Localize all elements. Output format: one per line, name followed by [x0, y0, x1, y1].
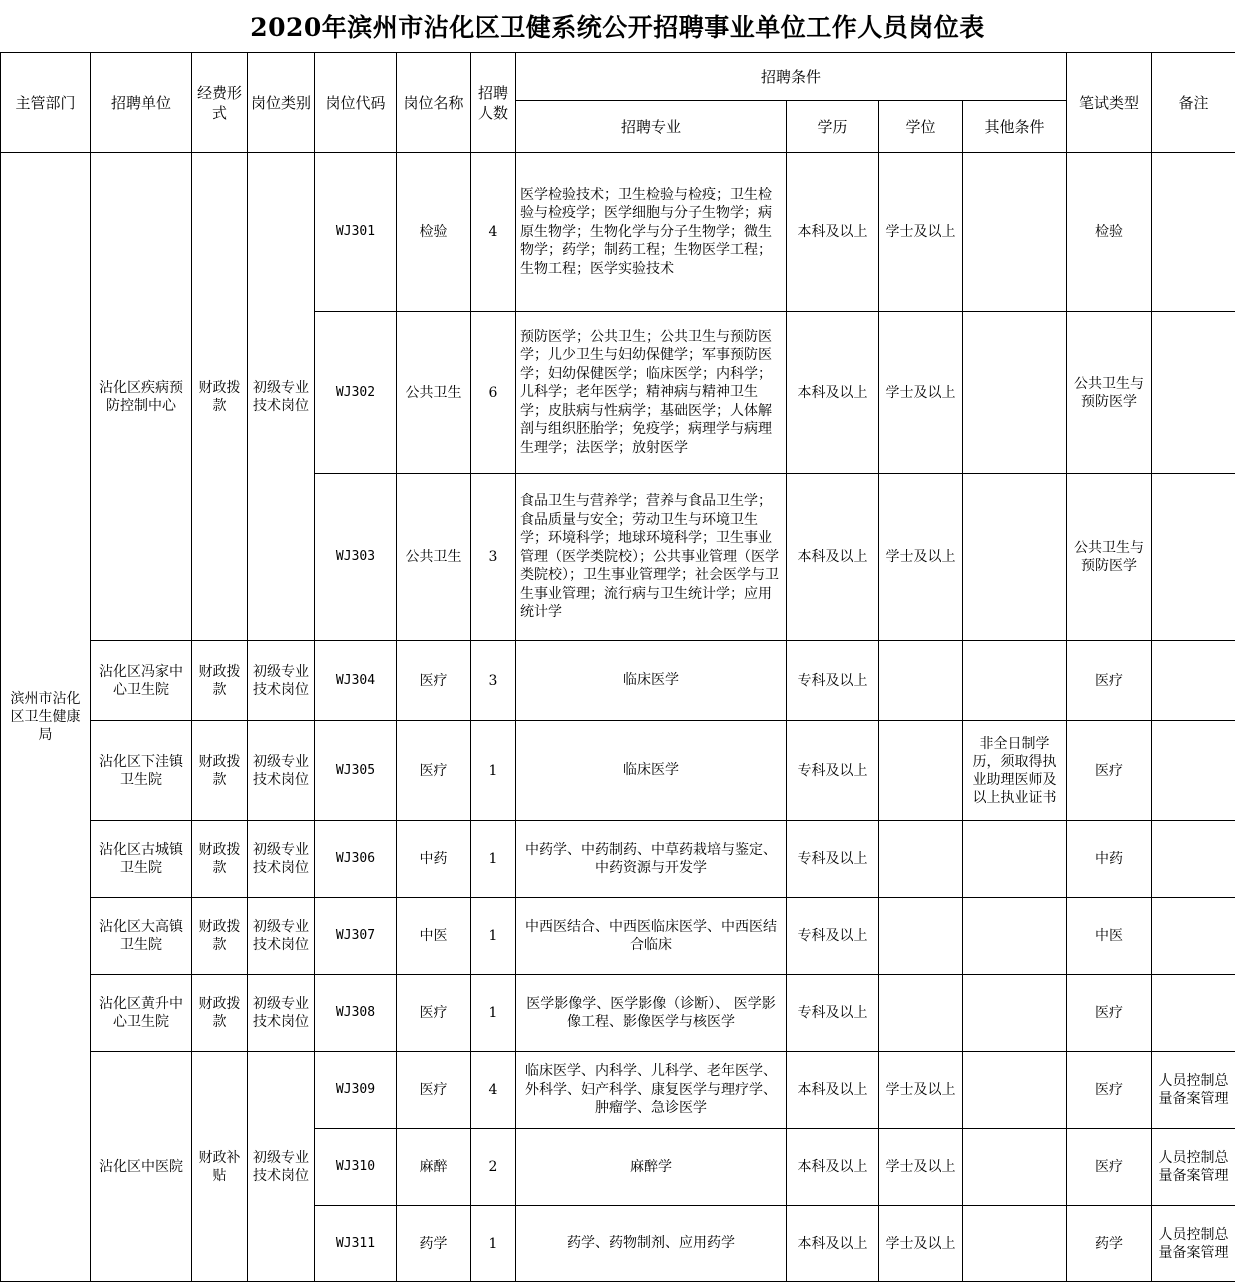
- header-degree: 学位: [879, 101, 963, 153]
- position-name-cell: 医疗: [397, 1052, 471, 1129]
- other-cell: 非全日制学历，须取得执业助理医师及以上执业证书: [963, 721, 1067, 821]
- degree-cell: 学士及以上: [879, 474, 963, 641]
- table-row: [1, 153, 1235, 312]
- code-cell: WJ310: [315, 1129, 397, 1206]
- other-cell: [963, 641, 1067, 721]
- count-cell: 2: [471, 1129, 516, 1206]
- header-remark: 备注: [1152, 53, 1235, 153]
- table-row: [1, 1052, 1235, 1129]
- exam-cell: 公共卫生与预防医学: [1067, 474, 1152, 641]
- education-cell: 专科及以上: [787, 975, 879, 1052]
- funding-cell: 财政拨款: [192, 975, 248, 1052]
- education-cell: 本科及以上: [787, 1129, 879, 1206]
- other-cell: [963, 1129, 1067, 1206]
- exam-cell: 医疗: [1067, 975, 1152, 1052]
- header-name: 岗位名称: [397, 53, 471, 153]
- header-exam: 笔试类型: [1067, 53, 1152, 153]
- major-cell: 临床医学、内科学、儿科学、老年医学、外科学、妇产科学、康复医学与理疗学、肿瘤学、急诊医学: [516, 1052, 787, 1129]
- count-cell: 4: [471, 153, 516, 312]
- count-cell: 4: [471, 1052, 516, 1129]
- count-cell: 1: [471, 975, 516, 1052]
- header-funding: 经费形式: [192, 53, 248, 153]
- remark-cell: [1152, 898, 1235, 975]
- education-cell: 专科及以上: [787, 898, 879, 975]
- position-name-cell: 中医: [397, 898, 471, 975]
- funding-cell: 财政拨款: [192, 898, 248, 975]
- category-cell: 初级专业技术岗位: [248, 153, 315, 641]
- table-row: [1, 641, 1235, 721]
- exam-cell: 医疗: [1067, 1129, 1152, 1206]
- position-name-cell: 中药: [397, 821, 471, 898]
- other-cell: [963, 474, 1067, 641]
- other-cell: [963, 312, 1067, 474]
- category-cell: 初级专业技术岗位: [248, 1052, 315, 1282]
- table-row: [1, 975, 1235, 1052]
- funding-cell: 财政拨款: [192, 641, 248, 721]
- header-major: 招聘专业: [516, 101, 787, 153]
- education-cell: 专科及以上: [787, 641, 879, 721]
- education-cell: 专科及以上: [787, 721, 879, 821]
- remark-cell: [1152, 312, 1235, 474]
- position-name-cell: 麻醉: [397, 1129, 471, 1206]
- position-name-cell: 公共卫生: [397, 312, 471, 474]
- major-cell: 食品卫生与营养学；营养与食品卫生学；食品质量与安全；劳动卫生与环境卫生学；环境科学；地球环境科学；卫生事业管理（医学类院校）；公共事业管理（医学类院校）；卫生事业管理学；社会医学与卫生事业管理；流行病与卫生统计学；应用统计学: [516, 474, 787, 641]
- major-cell: 麻醉学: [516, 1129, 787, 1206]
- education-cell: 本科及以上: [787, 1206, 879, 1282]
- funding-cell: 财政拨款: [192, 153, 248, 641]
- unit-cell: 沾化区古城镇卫生院: [91, 821, 192, 898]
- header-dept: 主管部门: [1, 53, 91, 153]
- count-cell: 1: [471, 898, 516, 975]
- remark-cell: [1152, 474, 1235, 641]
- funding-cell: 财政拨款: [192, 721, 248, 821]
- remark-cell: [1152, 821, 1235, 898]
- exam-cell: 中医: [1067, 898, 1152, 975]
- major-cell: 临床医学: [516, 721, 787, 821]
- other-cell: [963, 821, 1067, 898]
- degree-cell: 学士及以上: [879, 1052, 963, 1129]
- code-cell: WJ304: [315, 641, 397, 721]
- code-cell: WJ307: [315, 898, 397, 975]
- degree-cell: 学士及以上: [879, 1206, 963, 1282]
- degree-cell: [879, 898, 963, 975]
- exam-cell: 中药: [1067, 821, 1152, 898]
- unit-cell: 沾化区黄升中心卫生院: [91, 975, 192, 1052]
- degree-cell: 学士及以上: [879, 1129, 963, 1206]
- code-cell: WJ303: [315, 474, 397, 641]
- remark-cell: [1152, 641, 1235, 721]
- degree-cell: [879, 975, 963, 1052]
- category-cell: 初级专业技术岗位: [248, 975, 315, 1052]
- remark-cell: 人员控制总量备案管理: [1152, 1129, 1235, 1206]
- code-cell: WJ306: [315, 821, 397, 898]
- exam-cell: 公共卫生与预防医学: [1067, 312, 1152, 474]
- position-name-cell: 公共卫生: [397, 474, 471, 641]
- position-name-cell: 医疗: [397, 975, 471, 1052]
- education-cell: 专科及以上: [787, 821, 879, 898]
- exam-cell: 检验: [1067, 153, 1152, 312]
- education-cell: 本科及以上: [787, 312, 879, 474]
- dept-cell: 滨州市沾化区卫生健康局: [1, 153, 91, 1282]
- table-row: [1, 821, 1235, 898]
- count-cell: 1: [471, 821, 516, 898]
- remark-cell: [1152, 721, 1235, 821]
- other-cell: [963, 153, 1067, 312]
- header-education: 学历: [787, 101, 879, 153]
- table-row: [1, 721, 1235, 821]
- unit-cell: 沾化区下洼镇卫生院: [91, 721, 192, 821]
- header-category: 岗位类别: [248, 53, 315, 153]
- table-row: [1, 898, 1235, 975]
- count-cell: 3: [471, 641, 516, 721]
- major-cell: 药学、药物制剂、应用药学: [516, 1206, 787, 1282]
- position-name-cell: 医疗: [397, 641, 471, 721]
- position-name-cell: 医疗: [397, 721, 471, 821]
- major-cell: 医学影像学、医学影像（诊断）、 医学影像工程、影像医学与核医学: [516, 975, 787, 1052]
- category-cell: 初级专业技术岗位: [248, 641, 315, 721]
- remark-cell: [1152, 975, 1235, 1052]
- count-cell: 6: [471, 312, 516, 474]
- position-name-cell: 药学: [397, 1206, 471, 1282]
- code-cell: WJ301: [315, 153, 397, 312]
- header-unit: 招聘单位: [91, 53, 192, 153]
- degree-cell: 学士及以上: [879, 312, 963, 474]
- other-cell: [963, 1206, 1067, 1282]
- funding-cell: 财政补贴: [192, 1052, 248, 1282]
- major-cell: 临床医学: [516, 641, 787, 721]
- code-cell: WJ305: [315, 721, 397, 821]
- exam-cell: 药学: [1067, 1206, 1152, 1282]
- code-cell: WJ302: [315, 312, 397, 474]
- degree-cell: 学士及以上: [879, 153, 963, 312]
- header-code: 岗位代码: [315, 53, 397, 153]
- degree-cell: [879, 641, 963, 721]
- code-cell: WJ311: [315, 1206, 397, 1282]
- funding-cell: 财政拨款: [192, 821, 248, 898]
- remark-cell: [1152, 153, 1235, 312]
- education-cell: 本科及以上: [787, 1052, 879, 1129]
- header-count: 招聘人数: [471, 53, 516, 153]
- unit-cell: 沾化区疾病预防控制中心: [91, 153, 192, 641]
- code-cell: WJ309: [315, 1052, 397, 1129]
- major-cell: 中西医结合、中西医临床医学、中西医结合临床: [516, 898, 787, 975]
- job-table: [0, 52, 1235, 1282]
- degree-cell: [879, 721, 963, 821]
- header-conditions: 招聘条件: [516, 53, 1067, 101]
- education-cell: 本科及以上: [787, 153, 879, 312]
- unit-cell: 沾化区中医院: [91, 1052, 192, 1282]
- remark-cell: 人员控制总量备案管理: [1152, 1206, 1235, 1282]
- exam-cell: 医疗: [1067, 641, 1152, 721]
- degree-cell: [879, 821, 963, 898]
- unit-cell: 沾化区大高镇卫生院: [91, 898, 192, 975]
- other-cell: [963, 898, 1067, 975]
- count-cell: 1: [471, 1206, 516, 1282]
- exam-cell: 医疗: [1067, 1052, 1152, 1129]
- category-cell: 初级专业技术岗位: [248, 721, 315, 821]
- page-title: 2020年滨州市沾化区卫健系统公开招聘事业单位工作人员岗位表: [0, 0, 1235, 52]
- count-cell: 3: [471, 474, 516, 641]
- major-cell: 预防医学；公共卫生；公共卫生与预防医学；儿少卫生与妇幼保健学；军事预防医学；妇幼保健医学；临床医学；内科学；儿科学；老年医学；精神病与精神卫生学；皮肤病与性病学；基础医学；人体解剖与组织胚胎学；免疫学；病理学与病理生理学；法医学；放射医学: [516, 312, 787, 474]
- code-cell: WJ308: [315, 975, 397, 1052]
- exam-cell: 医疗: [1067, 721, 1152, 821]
- other-cell: [963, 975, 1067, 1052]
- education-cell: 本科及以上: [787, 474, 879, 641]
- category-cell: 初级专业技术岗位: [248, 898, 315, 975]
- category-cell: 初级专业技术岗位: [248, 821, 315, 898]
- major-cell: 中药学、中药制药、中草药栽培与鉴定、中药资源与开发学: [516, 821, 787, 898]
- position-name-cell: 检验: [397, 153, 471, 312]
- major-cell: 医学检验技术；卫生检验与检疫；卫生检验与检疫学；医学细胞与分子生物学；病原生物学；生物化学与分子生物学；微生物学；药学；制药工程；生物医学工程；生物工程；医学实验技术: [516, 153, 787, 312]
- other-cell: [963, 1052, 1067, 1129]
- unit-cell: 沾化区冯家中心卫生院: [91, 641, 192, 721]
- remark-cell: 人员控制总量备案管理: [1152, 1052, 1235, 1129]
- count-cell: 1: [471, 721, 516, 821]
- header-other: 其他条件: [963, 101, 1067, 153]
